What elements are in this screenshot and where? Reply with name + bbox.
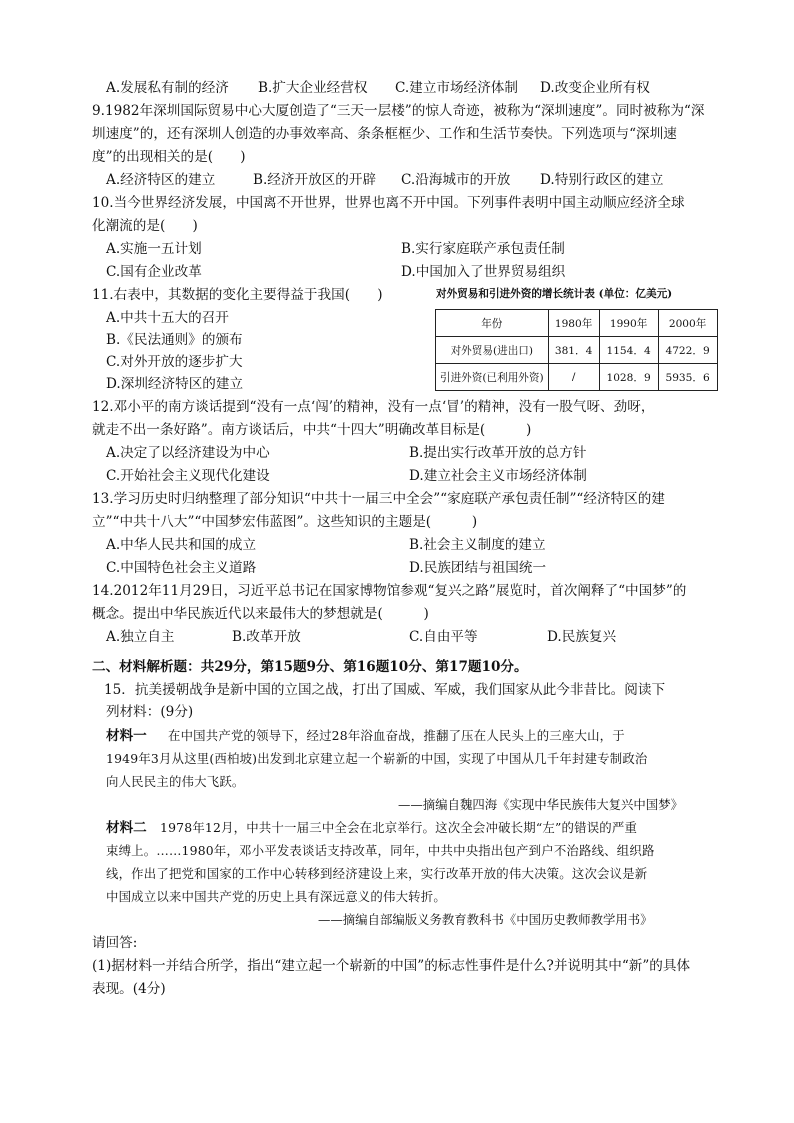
table-cell: 引进外资(已利用外资)	[436, 364, 549, 391]
q12-stem-line-2: 就走不出一条好路”。南方谈话后，中共“十四大”明确改革目标是( )	[92, 422, 532, 438]
q9-stem-line-3: 度”的出现相关的是( )	[92, 149, 246, 165]
table-cell: 5935．6	[658, 364, 717, 391]
table-cell: 4722．9	[658, 337, 717, 364]
table-cell: 381．4	[548, 337, 599, 364]
q9-option-d: D.特别行政区的建立	[540, 172, 664, 188]
q8-option-c: C.建立市场经济体制	[395, 80, 518, 96]
material-2-label: 材料二	[106, 820, 147, 836]
section-2-heading: 二、材料解析题：共29分，第15题9分、第16题10分、第17题10分。	[92, 659, 528, 675]
table-cell: 1028．9	[599, 364, 658, 391]
q11-option-b: B.《民法通则》的颁布	[106, 332, 243, 348]
q14-option-a: A.独立自主	[106, 629, 175, 645]
q11-table-caption: 对外贸易和引进外资的增长统计表 (单位：亿美元)	[436, 288, 673, 300]
q11-option-a: A.中共十五大的召开	[106, 310, 229, 326]
material-1-line-3: 向人民民主的伟大飞跃。	[106, 774, 245, 789]
q10-option-b: B.实行家庭联产承包责任制	[401, 241, 565, 257]
q13-option-a: A.中华人民共和国的成立	[106, 537, 257, 553]
q15-intro-line-2: 列材料：(9分)	[106, 704, 194, 720]
q8-option-b: B.扩大企业经营权	[258, 80, 368, 96]
q14-stem-line-2: 概念。提出中华民族近代以来最伟大的梦想就是( )	[92, 606, 429, 622]
material-2-source: ——摘编自部编版义务教育教科书《中国历史教师教学用书》	[318, 912, 653, 927]
material-2-line-4: 中国成立以来中国共产党的历史上具有深远意义的伟大转折。	[106, 889, 446, 904]
q9-stem-line-2: 圳速度”的，还有深圳人创造的办事效率高、条条框框少、工作和生活节奏快。下列选项与“深圳速	[92, 126, 677, 142]
q15-intro-line-1: 15．抗美援朝战争是新中国的立国之战，打出了国威、军威，我们国家从此今非昔比。阅读下	[104, 682, 666, 698]
material-1-source: ——摘编自魏四海《实现中华民族伟大复兴中国梦》	[398, 797, 683, 812]
q8-option-d: D.改变企业所有权	[540, 80, 650, 96]
answer-prompt: 请回答:	[92, 935, 138, 951]
table-header-cell: 1980年	[548, 310, 599, 337]
table-cell: 1154．4	[599, 337, 658, 364]
q10-stem-line-1: 10.当今世界经济发展，中国离不开世界，世界也离不开中国。下列事件表明中国主动顺应经济全球	[92, 195, 685, 211]
q14-stem-line-1: 14.2012年11月29日，习近平总书记在国家博物馆参观“复兴之路”展览时，首次阐释了“中国梦”的	[92, 583, 687, 599]
material-2-line-3: 线，作出了把党和国家的工作中心转移到经济建设上来，实行改革开放的伟大决策。这次会议是新	[106, 866, 648, 881]
q14-option-c: C.自由平等	[409, 629, 478, 645]
table-header-row	[436, 310, 718, 337]
q11-option-c: C.对外开放的逐步扩大	[106, 354, 243, 370]
q13-option-b: B.社会主义制度的建立	[409, 537, 546, 553]
q9-option-b: B.经济开放区的开辟	[253, 172, 377, 188]
table-cell: /	[548, 364, 599, 391]
q10-option-a: A.实施一五计划	[106, 241, 202, 257]
q12-option-c: C.开始社会主义现代化建设	[106, 468, 270, 484]
q9-option-c: C.沿海城市的开放	[401, 172, 511, 188]
q15-sub1-line-2: 表现。(4分)	[92, 981, 166, 997]
q11-stem: 11.右表中，其数据的变化主要得益于我国( )	[92, 287, 383, 303]
q11-statistics-table	[435, 309, 718, 391]
q8-option-a: A.发展私有制的经济	[106, 80, 229, 96]
q13-option-c: C.中国特色社会主义道路	[106, 560, 257, 576]
q14-option-b: B.改革开放	[232, 629, 301, 645]
table-row	[436, 337, 718, 364]
q11-option-d: D.深圳经济特区的建立	[106, 376, 244, 392]
q10-option-c: C.国有企业改革	[106, 264, 202, 280]
material-2-line-2: 束缚上。……1980年，邓小平发表谈话支持改革，同年，中共中央指出包产到户不治路线、组织路	[106, 843, 655, 858]
material-1-line-1: 在中国共产党的领导下，经过28年浴血奋战，推翻了压在人民头上的三座大山，于	[168, 728, 625, 743]
q14-option-d: D.民族复兴	[547, 629, 617, 645]
q9-option-a: A.经济特区的建立	[106, 172, 216, 188]
material-1-label: 材料一	[106, 728, 147, 744]
q13-stem-line-2: 立”“中共十八大”“中国梦宏伟蓝图”。这些知识的主题是( )	[92, 514, 478, 530]
q13-stem-line-1: 13.学习历史时归纳整理了部分知识“中共十一届三中全会”“家庭联产承包责任制”“经济特区的建	[92, 491, 665, 507]
q13-option-d: D.民族团结与祖国统一	[409, 560, 547, 576]
q12-option-a: A.决定了以经济建设为中心	[106, 445, 270, 461]
q10-stem-line-2: 化潮流的是( )	[92, 218, 198, 234]
q9-stem-line-1: 9.1982年深圳国际贸易中心大厦创造了“三天一层楼”的惊人奇迹，被称为“深圳速度”。同时被称为“深	[92, 103, 705, 119]
table-header-cell: 2000年	[658, 310, 717, 337]
table-header-cell: 1990年	[599, 310, 658, 337]
material-2-line-1: 1978年12月，中共十一届三中全会在北京举行。这次全会冲破长期“左”的错误的严重	[160, 820, 638, 835]
q12-option-d: D.建立社会主义市场经济体制	[409, 468, 587, 484]
q10-option-d: D.中国加入了世界贸易组织	[401, 264, 566, 280]
table-row	[436, 364, 718, 391]
material-1-line-2: 1949年3月从这里(西柏坡)出发到北京建立起一个崭新的中国，实现了中国从几千年封建专制政治	[106, 751, 648, 766]
q12-stem-line-1: 12.邓小平的南方谈话提到“没有一点‘闯’的精神，没有一点‘冒’的精神，没有一股气呀、劲呀，	[92, 399, 655, 415]
q12-option-b: B.提出实行改革开放的总方针	[409, 445, 587, 461]
q15-sub1-line-1: (1)据材料一并结合所学，指出“建立起一个崭新的中国”的标志性事件是什么?并说明其中“新”的具体	[92, 958, 691, 974]
table-cell: 对外贸易(进出口)	[436, 337, 549, 364]
table-header-cell: 年份	[436, 310, 549, 337]
